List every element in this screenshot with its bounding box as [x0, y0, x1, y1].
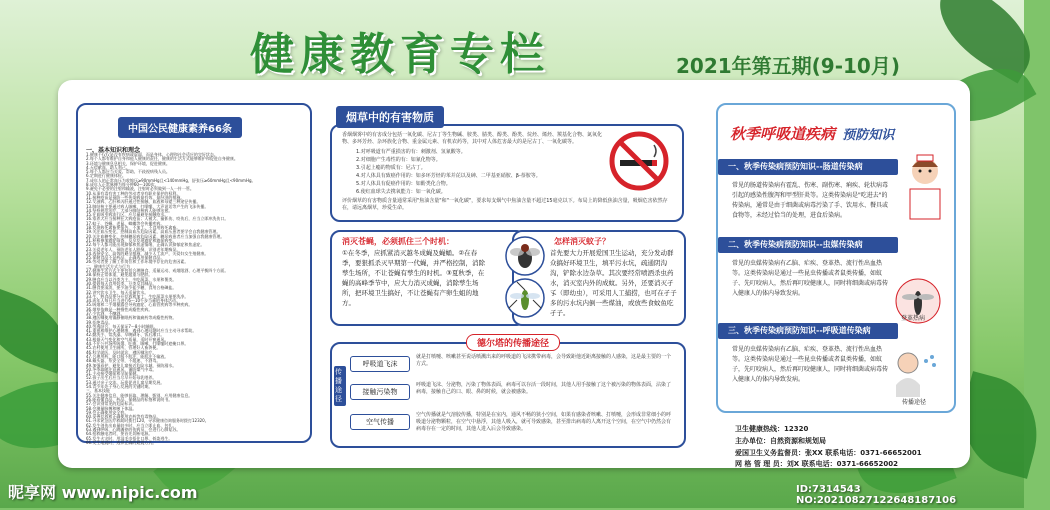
literacy-item: 62.发生创伤出血量较多时，应当立即止血、包扎。	[86, 422, 177, 428]
autumn-section-heading: 一、秋季传染病预防知识--肠道传染病	[718, 159, 898, 175]
tobacco-item: 6.使红血球失去携氧能力：如一氧化碳。	[356, 189, 446, 195]
health-literacy-panel	[76, 103, 312, 443]
literacy-item: 46.科学就医，及时就诊，遵医嘱治疗。	[86, 349, 157, 355]
footer-line-2: 网 格 管 理 员：刘X 联系电话：0371-66652002	[735, 460, 898, 468]
autumn-section-heading: 二、秋季传染病预防知识--虫媒传染病	[718, 237, 898, 253]
literacy-item: 21.积极参加癌症筛查，及早发现癌症和癌前病变。	[86, 237, 177, 243]
literacy-item: 57.会识别常见的危险标识。	[86, 401, 137, 407]
literacy-item: 35.吸烟和二手烟暴露会导致癌症、心血管疾病等多种疾病。	[86, 302, 193, 308]
literacy-item: 14.坚持规范治疗，大部分肺结核病人能够治愈。	[86, 207, 173, 213]
literacy-item: 19.关注血压变化，控制高血压危险因素，高血压患者要学会自我健康管理。	[86, 229, 221, 235]
literacy-item: 66.发生地震时，选择正确的避震方式。	[86, 439, 157, 445]
literacy-item: 9.避免不必要的注射和输液，注射时必须做到一人一针一管。	[86, 186, 194, 192]
hotline: 卫生健康热线：12320	[735, 425, 809, 433]
dengue-illustration	[886, 271, 950, 337]
literacy-item: 12.艾滋病、乙肝和丙肝通过性接触、血液和母婴三种途径传播。	[86, 199, 201, 205]
literacy-item: 8.成年人正常脉搏为每分钟60～100次。	[86, 182, 159, 188]
transmission-mode-text: 就是打喷嚏、咳嗽甚至说话喷溅出来的呼吸道的飞沫携带病毒，会导致距他近距离接触的人感染，这是最主要的一个方式。	[416, 354, 672, 367]
literacy-item: 30.提倡每天食用奶类、豆类及其制品。	[86, 280, 157, 286]
literacy-item: 22.每个人都可能出现抑郁和焦虑情绪，正确认识抑郁症和焦虑症。	[86, 242, 205, 248]
tobacco-intro: 香烟烟雾中的有害成分包括一氧化碳、尼古丁等生物碱、胺类、腈类、醇类、酚类、烷烃、烯烃、羰基化合物、氮氧化物、多环芳烃、杂环族化合物、重金属元素、有机农药等，其中对人体危害最大的是尼古丁、一氧化碳等。	[342, 132, 603, 145]
watermark-id: ID:7314543 NO:20210827122648187106	[796, 484, 957, 506]
transmission-mode-label: 空气传播	[350, 414, 410, 430]
literacy-item: 6.定期进行健康体检。	[86, 173, 126, 179]
autumn-section-heading: 三、秋季传染病预防知识--呼吸道传染病	[718, 323, 898, 339]
literacy-item: 7.成年人的正常血压为收缩压≥90mmHg且<140mmHg，舒张压≥60mmHg且<90mmHg。	[86, 177, 256, 183]
literacy-item: 36.烟草依赖是一种慢性成瘾性疾病。	[86, 306, 153, 312]
literacy-item: 65.发生火灾时，用湿毛巾捂住口鼻、低姿逃生。	[86, 435, 173, 441]
literacy-item: 10.从事有毒有害工种的劳动者享有职业保护的权利。	[86, 190, 181, 196]
transmission-panel	[330, 342, 686, 448]
transmission-mode-label: 接触污染物	[350, 384, 410, 400]
literacy-item: 13.肺结核主要通过病人咳嗽、打喷嚏、大声说话等产生的飞沫传播。	[86, 203, 209, 209]
autumn-title	[730, 123, 894, 144]
literacy-item: 55.关注健康信息，能够获取、理解、甄别、应用健康信息。	[86, 392, 193, 398]
tobacco-item: 3.引起上瘾的物质有：尼古丁。	[356, 165, 426, 171]
literacy-item: 44.不在公共场所吸烟、吐痰，咳嗽、打喷嚏时遮掩口鼻。	[86, 341, 189, 347]
literacy-item: 64.抢救触电者时，要首先切断电源。	[86, 431, 153, 437]
tobacco-items	[342, 148, 604, 196]
tobacco-heading: 烟草中的有害物质	[336, 106, 444, 128]
literacy-item: 25.保健食品不是药品，正确选用保健食品。	[86, 255, 165, 261]
literacy-item: 32.讲究饮水卫生，每天适量饮水。	[86, 289, 149, 295]
literacy-item: 58.会测量脉搏和腋下体温。	[86, 405, 137, 411]
transmission-heading: 德尔塔的传播途径	[466, 334, 560, 351]
autumn-title-main: 秋季呼吸道疾病	[730, 125, 836, 143]
literacy-item: 28.保持正常体重，避免超重与肥胖。	[86, 272, 153, 278]
fly-icon	[505, 236, 545, 276]
transmission-vertical-label: 传播途径	[334, 366, 346, 406]
health-literacy-heading: 中国公民健康素养66条	[118, 117, 242, 138]
literacy-item: 23.关爱老年人，预防老年人跌倒，识别老年期痴呆。	[86, 246, 181, 252]
literacy-item: 11.接种疫苗是预防一些传染病最有效、最经济的措施。	[86, 194, 185, 200]
flies-heading: 消灭苍蝇，必须抓住三个时机：	[342, 237, 454, 246]
literacy-item: 39.拒绝毒品。	[86, 319, 113, 325]
literacy-item: 56.能看懂食品、药品、保健品的标签和说明书。	[86, 396, 173, 402]
literacy-item: 24.选择安全、高效的避孕措施，减少人工流产，关爱妇女生殖健康。	[86, 250, 209, 256]
literacy-item: 52.孩子出生后应当尽早开始母乳喂养。	[86, 375, 157, 381]
literacy-item: 60.妥善存放和正确使用农药等有毒物品。	[86, 414, 161, 420]
literacy-item: 49.加强看护，避免儿童接近危险水域，预防溺水。	[86, 362, 177, 368]
literacy-item: 18.发现病死禽畜要报告，不加工、不食用病死禽畜。	[86, 225, 181, 231]
tobacco-outro: 评价烟草的有害物质含量通常采用"焦油含量"和"一氧化碳"，要求每支烟气中焦油含量不超过15毫克以下。布局上的降低焦油含量，吸烟危害依然存在，请远离烟草，珍爱生命。	[342, 198, 668, 211]
flies-panel	[330, 230, 526, 326]
literacy-item: 43.根据天气变化和空气质量，适时开窗通风。	[86, 336, 169, 342]
autumn-title-sub: 预防知识	[842, 128, 895, 143]
health-literacy-list	[86, 152, 256, 445]
page-title: 健康教育专栏	[250, 29, 550, 80]
transmission-mode-text: 空气传播就是气溶胶传播，特别是在室内，通风不畅的狭小空间，如果有感染者咳嗽、打喷嚏，会形成非常细小的呼吸道分泌物颗粒，在空气中悬浮，其他人吸入，就可导致感染，甚至排出病毒的人离开这个空间，在空气中仍然会有病毒存在一定的时间，其他人进入后会导致感染。	[416, 412, 672, 432]
autumn-section-body: 常见的虫媒传染病有乙脑、疟疾、登革热、流行性出血热等。这类传染病是通过一些昆虫传播或者鼠类传播，如蚊子、先叮咬病人，然后再叮咬健康人，同时将细菌或病毒传入健康人的体内导致发病。	[732, 260, 889, 297]
literacy-item: 54.青少年处于身心发展的关键时期。	[86, 384, 153, 390]
cough-figure-label: 传播途径	[902, 399, 927, 406]
literacy-item: 31.膳食要清淡，要少油少盐少糖，食用合格碘盐。	[86, 285, 177, 291]
health-literacy-subheading: 一、基本知识和理念	[86, 147, 141, 154]
literacy-item: 三、基本技能	[86, 388, 110, 394]
dengue-figure-label: 登革热病	[901, 315, 926, 322]
literacy-item: 4.无偿献血，助人利己。	[86, 164, 130, 170]
literacy-item: 37.少饮酒，不酗酒。	[86, 310, 125, 316]
literacy-item: 59.会正确使用安全套。	[86, 409, 129, 415]
literacy-item: 63.遇到呼吸、心跳骤停的伤病员，会进行心肺复苏。	[86, 427, 181, 432]
tobacco-item: 5.对人体具有促癌作用的：如酚类化合物。	[356, 181, 451, 187]
sponsor: 主办单位：自然资源和规划局	[735, 437, 826, 445]
literacy-item: 61.寻求紧急医疗救助时拨打120，寻求健康咨询服务时拨打12320。	[86, 418, 209, 424]
literacy-item: 40.劳逸结合，每天保证7～8小时睡眠。	[86, 323, 158, 329]
tobacco-item: 2.对细胞产生毒性的有：如氰化物等。	[356, 157, 441, 163]
transmission-mode-label: 呼吸道飞沫	[350, 356, 410, 372]
literacy-item: 29.膳食应当以谷类为主，多吃蔬菜、水果和薯类。	[86, 276, 177, 282]
literacy-item: 47.合理用药，能口服不肌注，能肌注不输液。	[86, 353, 169, 359]
literacy-item: 20.关注血糖变化，控制糖尿病危险因素，糖尿病患者应当加强自我健康管理。	[86, 233, 225, 239]
tobacco-panel	[330, 124, 684, 222]
issue-label: 2021年第五期(9-10月)	[676, 54, 900, 78]
mosquito-heading: 怎样消灭蚊子？	[554, 237, 610, 246]
literacy-item: 27.健康生活方式主要包括合理膳食、适量运动、戒烟限酒、心理平衡四个方面。	[86, 268, 229, 274]
mosquito-icon	[505, 278, 545, 318]
literacy-item: 16.家养犬应当接种狂犬病疫苗；人被犬、猫抓伤、咬伤后，应当立即冲洗伤口。	[86, 216, 229, 222]
flies-body: ①在冬季，应抓紧消灭越冬成蝇及蝇蛹。②在春季，要狠抓杀灭早期第一代蝇，并严格控制，消除孳生场所，不让苍蝇有孳生的时机。③夏秋季，在蝇的高峰季节中，应大力消灭成蝇，消除孳生场所，把环境卫生搞好，不让苍蝇有产卵生蛆的地方。	[342, 249, 485, 307]
literacy-item: 3.环境与健康息息相关，保护环境，促进健康。	[86, 160, 170, 166]
literacy-item: 26.劳动者要了解工作岗位和工作环境中存在的危害因素。	[86, 259, 189, 265]
literacy-item: 41.重视和维护心理健康，遇到心理问题时应当主动寻求帮助。	[86, 328, 197, 334]
literacy-item: 二、健康生活方式与行为	[86, 263, 130, 269]
tobacco-item: 4.对人体具有致癌作用的：如多环芳烃的苯并芘以及砷、二甲基亚硝胺、β-萘胺等。	[356, 173, 541, 179]
cough-illustration	[888, 345, 944, 397]
literacy-item: 50.冬季取暖注意通风，谨防煤气中毒。	[86, 366, 157, 372]
literacy-item: 48.戴头盔、系安全带，不超速、不酒驾。	[86, 358, 161, 364]
literacy-item: 17.蚊子、苍蝇、老鼠、蟑螂等会传播疾病。	[86, 220, 165, 226]
literacy-item: 2.每个人都有维护自身和他人健康的责任，健康的生活方式能够维护和促进自身健康。	[86, 156, 238, 162]
literacy-item: 15.在血吸虫病流行区，应尽量避免接触疫水。	[86, 212, 169, 218]
literacy-item: 53.通过亲子交流、玩耍促进儿童早期发展。	[86, 379, 165, 385]
autumn-section-body: 常见的虫媒传染病有乙脑、疟疾、登革热、流行性出血热等。这类传染病是通过一些昆虫传播或者鼠类传播，如蚊子，先叮咬病人，然后再叮咬健康人，同时将细菌或病毒传入健康人的体内导致发病。	[732, 346, 889, 383]
literacy-item: 38.遵医嘱使用镇静催眠药和镇痛药等成瘾性药物。	[86, 315, 177, 321]
literacy-item: 51.主动接受婚前和孕前保健。	[86, 371, 141, 377]
literacy-item: 45.农村使用卫生厕所，管理好人畜粪便。	[86, 345, 161, 351]
literacy-item: 42.勤洗手、常洗澡、早晚刷牙、饭后漱口。	[86, 332, 165, 338]
literacy-item: 1.健康不仅仅是没有疾病或虚弱，而是身体、心理和社会适应的完好状态。	[86, 152, 218, 157]
autumn-panel	[716, 103, 956, 413]
nurse-illustration	[900, 155, 950, 225]
literacy-item: 34.成年人每日应当进行6～10千步当量的身体活动。	[86, 298, 180, 304]
no-smoking-icon	[608, 130, 670, 192]
autumn-section-body: 常见的肠道传染病有霍乱、伤寒、副伤寒、痢疾、轮状病毒引起的感染性腹泻和甲型肝炎等。这类传染病是"吃进去"的传染病，通常是由于细菌或病毒污染了手、饮用水、餐具或食物等，未经过恰当的处理，进食后染病。	[732, 182, 889, 219]
literacy-item: 5.每个人都应当关爱、帮助、不歧视病残人员。	[86, 169, 170, 175]
tobacco-item: 1.对呼吸道有严重损害的有：刺激剂、氢氰酸等。	[356, 149, 466, 155]
transmission-mode-text: 呼吸道飞沫、分泌物，污染了物体表面，病毒可以存活一段时间，其他人用手接触了这个被污染的物体表面，沾染了病毒，接触自己的口、眼、鼻的时候，就会被感染。	[416, 382, 672, 395]
literacy-item: 33.生、熟食品要分开存放和加工，生吃蔬菜水果要洗净。	[86, 293, 189, 299]
watermark-site: 昵享网 www.nipic.com	[8, 483, 198, 502]
mosquito-body: 首先要大力开展爱国卫生运动，充分发动群众搞好环境卫生，填平污水坑，疏通阴沟沟，铲除水边杂草。其次要经常喷洒杀虫药水，消灭室内外的成蚊。另外，还要消灭孑孓（即幼虫），可采用人工捕捞，也可在孑子多的污水坑内倒一些煤油，或放些食蚊鱼吃孑子。	[550, 249, 677, 317]
footer-line-1: 爱国卫生义务监督员：张XX 联系电话：0371-66652001	[735, 449, 922, 457]
